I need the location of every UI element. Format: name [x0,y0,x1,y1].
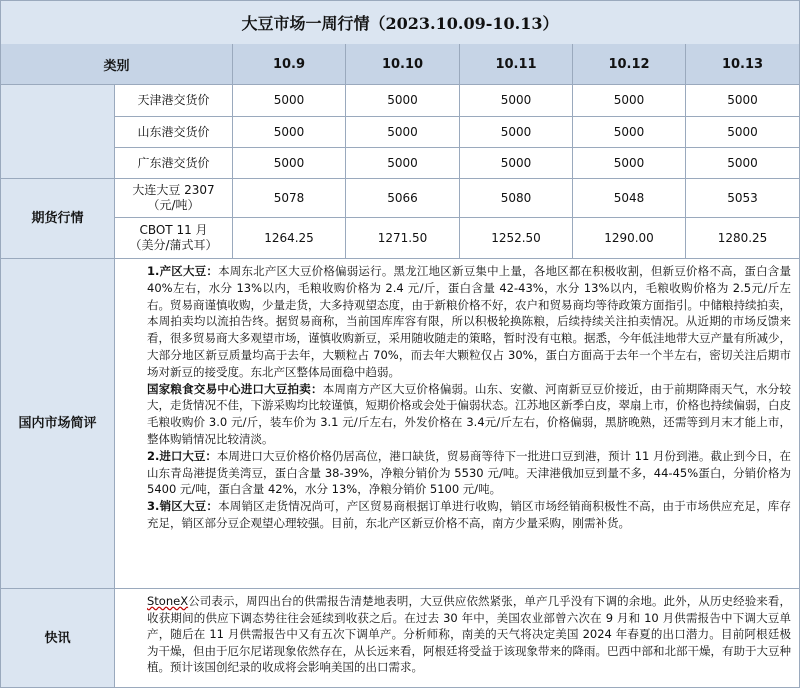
spot-value: 5000 [686,117,799,148]
header-date-4: 10.12 [573,44,686,85]
spot-value: 5000 [460,117,573,148]
futures-label-cbot [115,218,233,259]
futures-value: 1264.25 [233,218,346,259]
domestic-origin-body: 本周东北产区大豆价格偏弱运行。黑龙江地区新豆集中上量，各地区都在积极收割，但新豆价格不高，蛋白含量 40%左右，水分 13%以内，毛粮收购价格为 2.4 元/斤，蛋白含量 42-43%，水分 13%以内，毛粮收购价格为 2.5元/斤左右。贸易商谨慎收购，少量走货，大多持观望态度，由于新粮价格不好，农户和贸易商均等待政策方面指引。中储粮持续拍卖，本周拍卖均以流拍告终。据贸易商称，当前国库库容有限，所以积极轮换陈粮，后续持续关注拍卖情况。从近期的市场反馈来看，很多贸易商大多观望市场，谨慎收购新豆，采用随收随走的策略，暂时没有屯粮。据悉，今年低洼地带大豆产量有所减少，大部分地区新豆质量均高于去年，大颗粒占 70%，而去年大颗粒仅占 30%，蛋白方面高于去年一个半左右，密切关注后期市场对新豆的接受度。东北产区整体局面稳中趋弱。 [147,264,792,379]
domestic-auction-body: 本周南方产区大豆价格偏弱。山东、安徽、河南新豆豆价接近，由于前期降雨天气，水分较大，走货情况不佳，下游采购均比较谨慎，短期价格或会处于偏弱状态。江苏地区新季白皮，翠扇上市，价格也持续偏弱，白皮毛粮收购价 3.0 元/斤，装车价为 3.1 元/斤左右，外发价格在 3.4元/斤左右，价格偏弱，黑脐晚熟，还需等到月末才能上市，整体购销情况比较清淡。 [147,381,792,446]
spot-value: 5000 [233,117,346,148]
header-category: 类别 [1,44,233,85]
domestic-sales-heading: 3.销区大豆： [147,499,219,514]
spot-value: 5000 [686,85,799,117]
domestic-import-body: 本周进口大豆价格价格仍居高位，港口缺货，贸易商等待下一批进口豆到港，预计 11 月份到港。截止到今日，在山东青岛港提货美湾豆，蛋白含量 38-39%，净粮分销价为 5530 元/吨。天津港俄加豆到量不多，44-45%蛋白，分销价格为 5400 元/吨，蛋白含量 42%，水分 13%，净粮分销价 5100 元/吨。 [147,448,791,497]
domestic-origin-heading: 1.产区大豆： [147,264,219,278]
spot-value: 5000 [573,148,686,179]
spot-value: 5000 [233,148,346,179]
domestic-paragraph-auction [123,381,791,448]
news-paragraph [123,593,791,676]
futures-label-line2: （美分/蒲式耳） [129,238,218,252]
domestic-paragraph-import [123,448,791,498]
news-section-label: 快讯 [1,589,115,687]
futures-value: 5078 [233,179,346,218]
header-date-1: 10.9 [233,44,346,85]
futures-section-label: 期货行情 [1,179,115,259]
spot-label-guangdong: 广东港交货价 [115,148,233,179]
domestic-commentary [115,259,799,589]
news-brand: StoneX [147,594,189,608]
domestic-section-label: 国内市场简评 [1,259,115,589]
spot-value: 5000 [460,85,573,117]
domestic-paragraph-sales [123,498,791,532]
futures-value: 5066 [346,179,460,218]
header-date-3: 10.11 [460,44,573,85]
spot-label-tianjin: 天津港交货价 [115,85,233,117]
futures-value: 5048 [573,179,686,218]
spot-value: 5000 [460,148,573,179]
news-commentary [115,589,799,687]
spot-label-shandong: 山东港交货价 [115,117,233,148]
header-date-2: 10.10 [346,44,460,85]
futures-label-line2: （元/吨） [147,198,200,212]
spot-value: 5000 [686,148,799,179]
spot-value: 5000 [573,117,686,148]
news-body: 公司表示，周四出台的供需报告清楚地表明，大豆供应依然紧张，单产几乎没有下调的余地。此外，从历史经验来看，收获期间的供应下调态势往往会延续到收获之后。在过去 30 年中，美国农业部曾六次在 9 月和 10 月供需报告中下调大豆单产，随后在 11 月供需报告中又有五次下调单产。分析师称，南美的天气将决定美国 2024 年春夏的出口潜力。目前阿根廷极为干燥，但由于厄尔尼诺现象依然存在，从长远来看，阿根廷将受益于该现象带来的降雨。巴西中部和北部干燥，有助于大豆种植。预计该国创纪录的收成将会影响美国的出口需求。 [147,594,791,675]
spot-value: 5000 [346,117,460,148]
futures-value: 1252.50 [460,218,573,259]
domestic-paragraph-origin [123,263,791,381]
futures-label-line1: CBOT 11 月 [139,223,208,237]
header-date-5: 10.13 [686,44,799,85]
spot-value: 5000 [573,85,686,117]
domestic-sales-body: 本周销区走货情况尚可，产区贸易商根据订单进行收购，销区市场经销商积极性不高，由于市场供应充足，库存充足，销区部分豆企观望心理较强。目前，东北产区新豆价格不高，南方少量采购，刚需补货。 [147,499,792,530]
spot-value: 5000 [233,85,346,117]
futures-label-line1: 大连大豆 2307 [132,183,215,197]
futures-value: 1290.00 [573,218,686,259]
spot-section-cell [1,85,115,179]
futures-value: 1271.50 [346,218,460,259]
futures-value: 1280.25 [686,218,799,259]
report-title: 大豆市场一周行情（2023.10.09-10.13） [1,1,799,45]
spot-value: 5000 [346,85,460,117]
domestic-auction-heading: 国家粮食交易中心进口大豆拍卖： [147,381,323,396]
futures-label-dalian [115,179,233,218]
spot-value: 5000 [346,148,460,179]
domestic-import-heading: 2.进口大豆： [147,448,217,463]
futures-value: 5080 [460,179,573,218]
futures-value: 5053 [686,179,799,218]
